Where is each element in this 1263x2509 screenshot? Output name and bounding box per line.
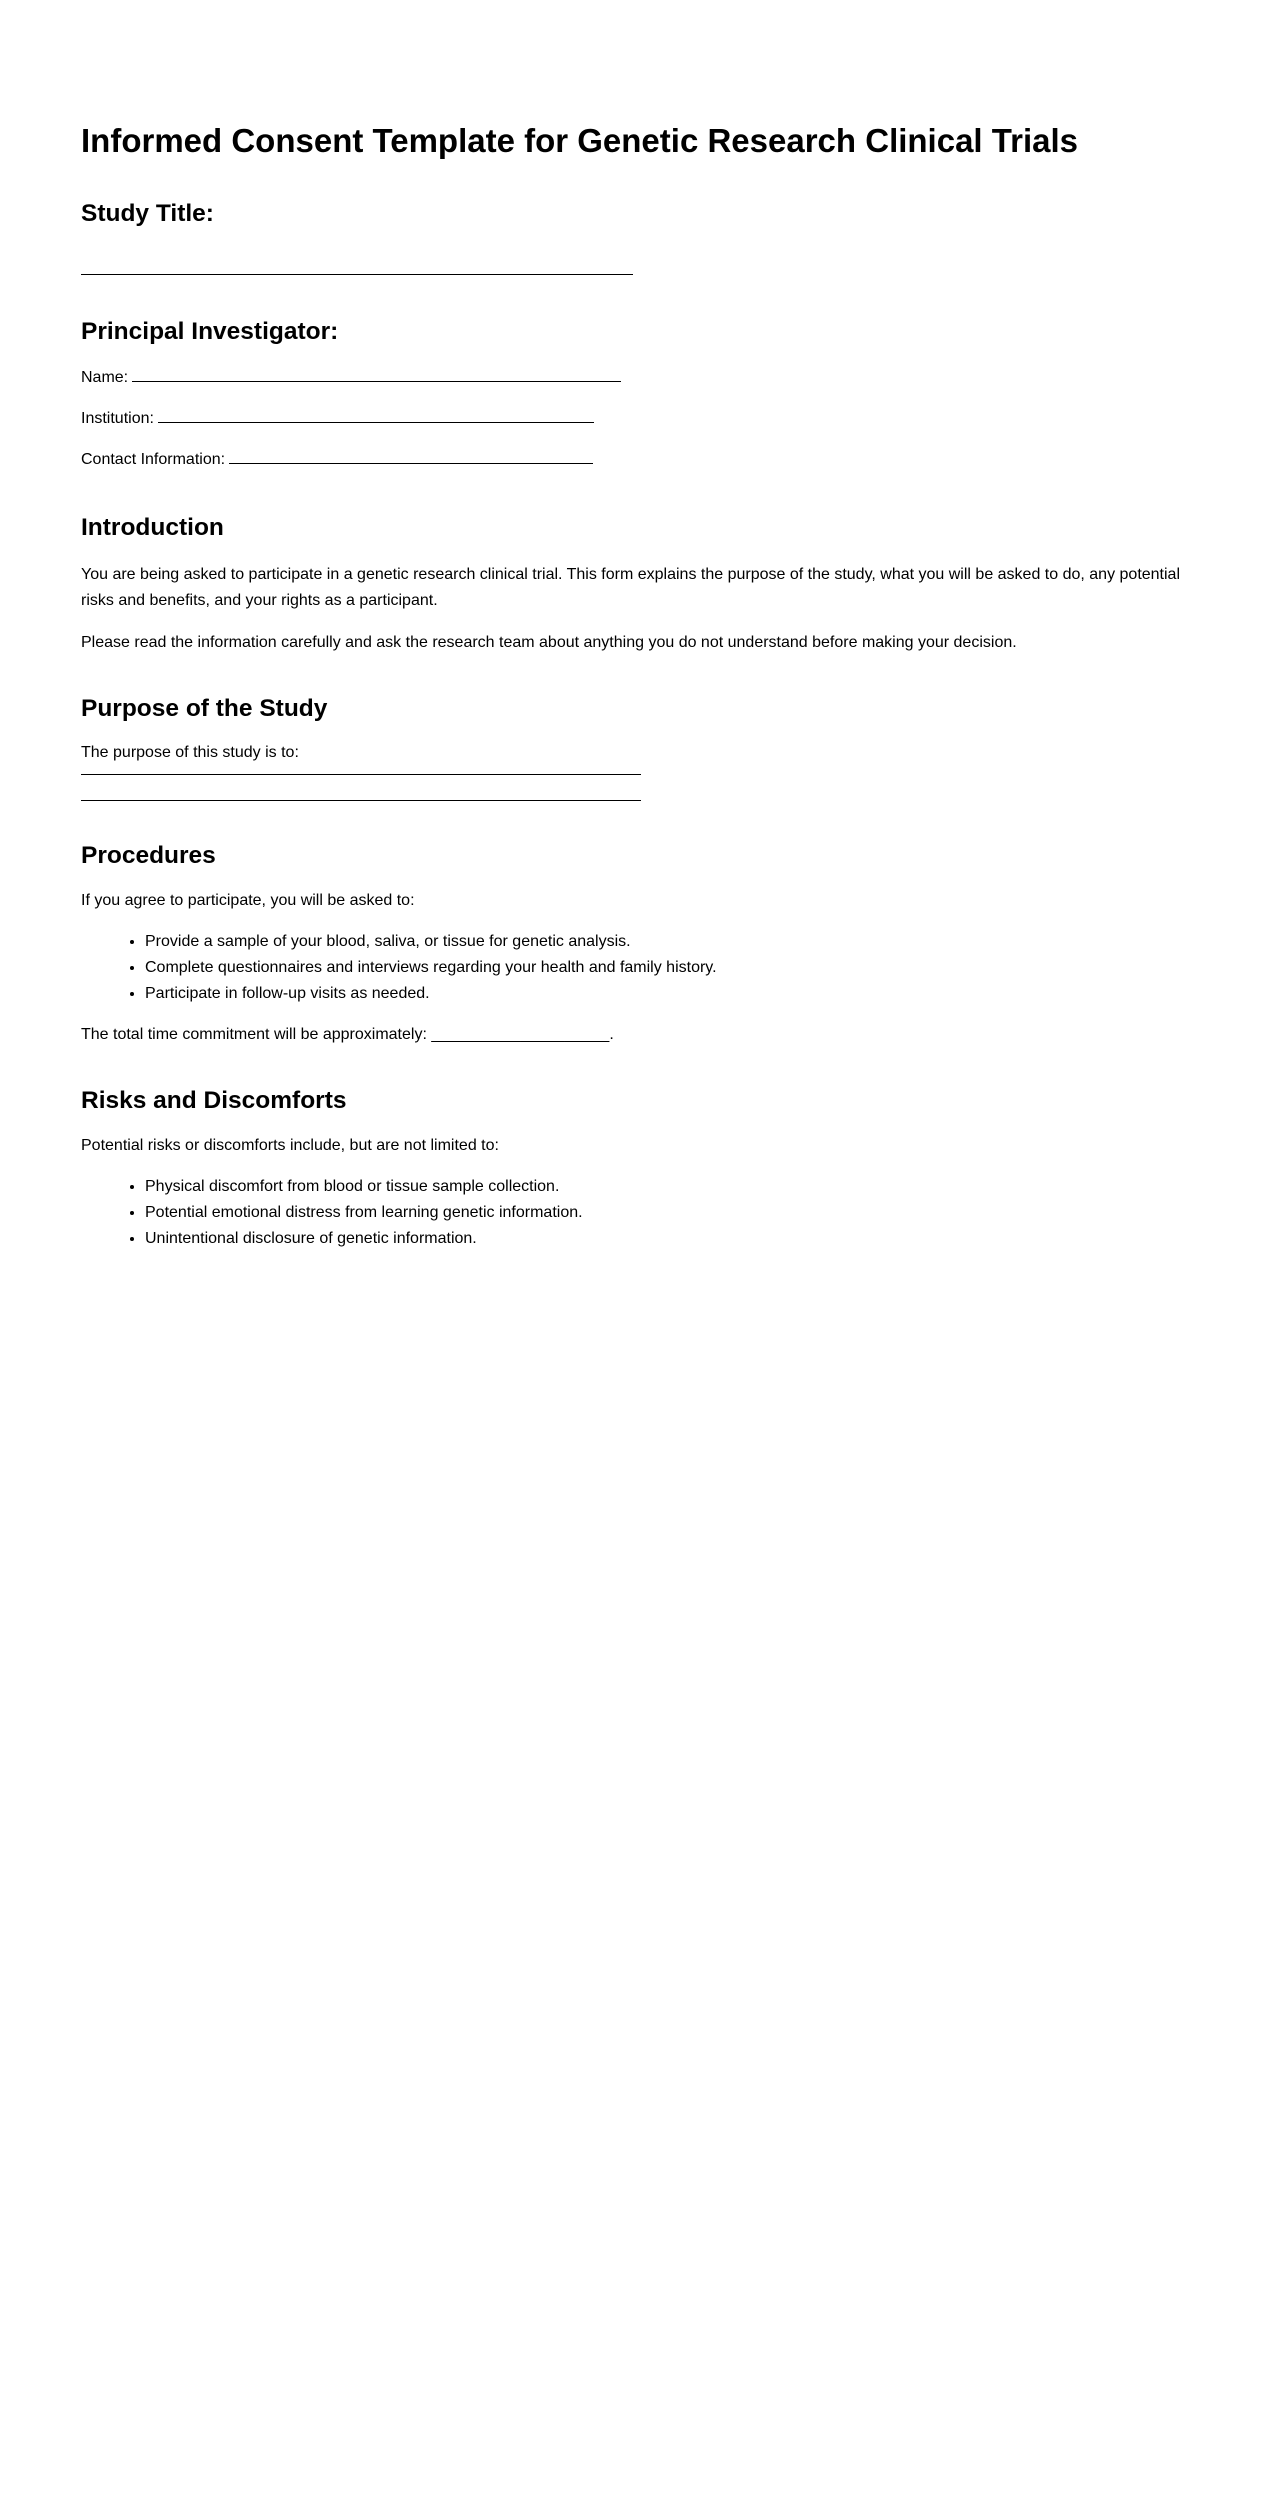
procedures-lead: If you agree to participate, you will be asked to:	[81, 892, 415, 909]
time-commitment-label: The total time commitment will be approximately:	[81, 1026, 432, 1043]
list-item: • Unintentional disclosure of genetic information.	[145, 1226, 1191, 1252]
list-item: • Potential emotional distress from learning genetic information.	[145, 1200, 1191, 1226]
procedures-list	[81, 929, 1191, 1007]
list-item: • Complete questionnaires and interviews regarding your health and family history.	[145, 955, 1191, 981]
risks-lead: Potential risks or discomforts include, but are not limited to:	[81, 1137, 499, 1154]
time-commitment-row	[81, 1022, 1191, 1048]
principal-investigator-section	[81, 317, 1191, 473]
investigator-institution-label: Institution:	[81, 410, 154, 427]
list-item: • Participate in follow-up visits as needed.	[145, 981, 1191, 1007]
list-item: • Provide a sample of your blood, saliva, or tissue for genetic analysis.	[145, 929, 1191, 955]
purpose-heading: Purpose of the Study	[81, 695, 328, 722]
list-item: • Physical discomfort from blood or tissue sample collection.	[145, 1174, 1191, 1200]
consent-document	[81, 122, 1191, 1252]
risks-heading: Risks and Discomforts	[81, 1087, 347, 1114]
investigator-contact-row	[81, 447, 1191, 473]
introduction-paragraph: Please read the information carefully and ask the research team about anything you do not understand before making your decision.	[81, 634, 1017, 651]
risks-section	[81, 1086, 1191, 1252]
study-title-blank-line	[81, 274, 633, 275]
study-title-heading: Study Title:	[81, 200, 214, 227]
time-commitment-period: .	[609, 1026, 614, 1043]
procedures-section	[81, 841, 1191, 1048]
purpose-blank-line	[81, 774, 641, 775]
investigator-name-label: Name:	[81, 369, 129, 386]
purpose-section	[81, 694, 1191, 801]
procedures-heading: Procedures	[81, 842, 216, 869]
time-commitment-blank: ____________________	[431, 1026, 610, 1043]
investigator-contact-blank	[229, 449, 593, 464]
principal-investigator-heading: Principal Investigator:	[81, 318, 339, 345]
introduction-heading: Introduction	[81, 514, 224, 541]
purpose-blank-line	[81, 800, 641, 801]
purpose-lead: The purpose of this study is to:	[81, 744, 299, 761]
introduction-paragraph: You are being asked to participate in a genetic research clinical trial. This form explains the purpose of the study, what you will be asked to do, any potential risks and benefits, and your rights as a participant.	[81, 566, 1181, 609]
document-title: Informed Consent Template for Genetic Research Clinical Trials	[81, 122, 1078, 159]
introduction-section	[81, 513, 1191, 656]
investigator-institution-blank	[158, 408, 594, 423]
investigator-name-blank	[132, 367, 621, 382]
study-title-section	[81, 199, 1191, 275]
investigator-contact-label: Contact Information:	[81, 451, 226, 468]
risks-list	[81, 1174, 1191, 1252]
investigator-name-row	[81, 365, 1191, 391]
investigator-institution-row	[81, 406, 1191, 432]
